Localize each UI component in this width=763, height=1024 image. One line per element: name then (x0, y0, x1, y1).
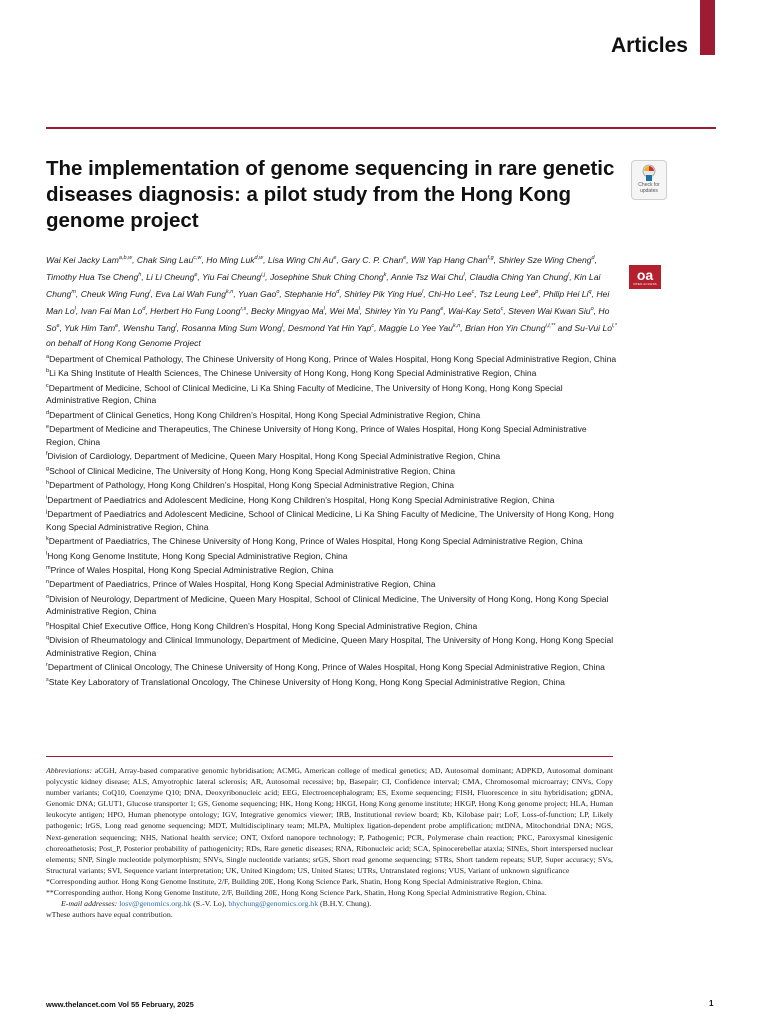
header-accent-bar (700, 0, 715, 55)
section-label: Articles (610, 34, 688, 57)
affiliation-key: l (46, 550, 48, 557)
author-affiliation-marker: l,* (612, 323, 617, 330)
email-link-chung[interactable]: bhychung@genomics.org.hk (228, 899, 319, 909)
affiliation-item (46, 591, 618, 618)
affiliation-text: Department of Chemical Pathology, The Chinese University of Hong Kong, Prince of Wales Hospital, Hong Kong Special Administrative Region, China (49, 353, 617, 364)
author-affiliation-marker: k (383, 272, 387, 279)
author-name: Ho So (46, 306, 610, 334)
affiliation-item (46, 533, 618, 547)
email-link-lo[interactable]: losv@genomics.org.hk (119, 899, 192, 909)
author-affiliation-marker: d,w (254, 255, 264, 261)
email-owner-lo: (S.-V. Lo), (193, 899, 227, 909)
footnotes (46, 765, 613, 920)
author-affiliation-marker: m (71, 289, 76, 296)
affiliation-text: Division of Neurology, Department of Medicine, Queen Mary Hospital, School of Clinical Medicine, The University of Hong Kong, Hong Kong Special Administrative Region, China (46, 593, 609, 617)
check-for-updates-label: Check for updates (638, 182, 660, 194)
author-affiliation-marker: d (591, 255, 595, 261)
affiliation-item (46, 562, 618, 576)
affiliation-text: Division of Cardiology, Department of Medicine, Queen Mary Hospital, Hong Kong Special Administrative Region, China (47, 451, 501, 462)
article-title: The implementation of genome sequencing in rare genetic diseases diagnosis: a pilot study from the Hong Kong genome project (46, 157, 615, 232)
author-affiliation-marker: l (175, 323, 177, 330)
affiliation-item (46, 659, 618, 673)
affiliation-item (46, 492, 618, 506)
author-name: Shirley Yin Yu Pang (364, 306, 441, 317)
affiliation-key: a (46, 354, 50, 360)
affiliation-key: m (46, 565, 51, 572)
corresponding-author-2: **Corresponding author. Hong Kong Genome Institute, 2/F, Building 20E, Hong Kong Science Park, Shatin, Hong Kong Special Administrative Region, China. (46, 888, 547, 898)
affiliation-text: Department of Paediatrics and Adolescent Medicine, School of Clinical Medicine, Li Ka Shing Faculty of Medicine, The University of Hong Kong, Hong Kong Special Administrative Region, China (46, 508, 614, 532)
author-name: Claudia Ching Yan Chung (469, 271, 569, 282)
affiliation-text: Hospital Chief Executive Office, Hong Kong Children’s Hospital, Hong Kong Special Administrative Region, China (49, 620, 478, 631)
open-access-badge (629, 265, 661, 289)
affiliation-list (46, 351, 618, 688)
author-name: Su-Vui Lo (574, 323, 613, 334)
author-affiliation-marker: o (590, 306, 594, 313)
affiliation-key: o (46, 593, 50, 600)
author-name: Annie Tsz Wai Chu (390, 271, 464, 282)
author-affiliation-marker: l (568, 272, 570, 279)
affiliation-key: p (46, 620, 50, 627)
author-name: Gary C. P. Chan (341, 254, 404, 265)
affiliation-key: f (46, 451, 48, 458)
affiliation-text: Division of Rheumatology and Clinical Immunology, Department of Medicine, Queen Mary Hospital, The University of Hong Kong, Hong Kong Special Administrative Region, China (46, 635, 614, 658)
author-name: Yiu Fai Cheung (202, 271, 262, 282)
author-affiliation-marker: c (371, 323, 375, 330)
author-name: Becky Mingyao Ma (251, 306, 324, 317)
author-affiliation-marker: l (74, 306, 76, 313)
affiliation-text: State Key Laboratory of Translational Oncology, The Chinese University of Hong Kong, Hong Kong Special Administrative Region, China (48, 676, 565, 687)
equal-contribution-note: wThese authors have equal contribution. (46, 910, 173, 920)
footnote-divider (46, 756, 613, 757)
check-for-updates-button[interactable] (631, 160, 667, 200)
author-name: Kin Lai Chung (46, 271, 601, 299)
open-access-logo-subtext: OPEN ACCESS (633, 282, 657, 286)
author-affiliation-marker: l (323, 306, 325, 313)
affiliation-text: Department of Medicine and Therapeutics, The Chinese University of Hong Kong, Prince of Wales Hospital, Hong Kong Special Administrative Region, China (46, 424, 587, 447)
author-name: Ivan Fai Man Lo (80, 306, 143, 317)
author-name: Timothy Hua Tse Cheng (46, 271, 139, 282)
affiliation-text: Department of Paediatrics and Adolescent Medicine, Hong Kong Children’s Hospital, Hong Kong Special Administrative Region, China (47, 494, 555, 505)
author-affiliation-marker: p (535, 289, 539, 296)
affiliation-key: j (46, 509, 48, 516)
author-name: Ho Ming Luk (206, 254, 255, 265)
author-affiliation-marker: k,n (225, 289, 234, 296)
affiliation-text: Department of Paediatrics, The Chinese University of Hong Kong, Prince of Wales Hospital, Hong Kong Special Administrative Region, China (48, 536, 583, 546)
affiliation-key: n (46, 579, 50, 586)
authors-group-suffix: on behalf of Hong Kong Genome Project (46, 338, 201, 349)
affiliation-key: d (46, 409, 50, 416)
author-affiliation-marker: a,b,w (118, 255, 133, 261)
author-name: Josephine Shuk Ching Chong (269, 271, 384, 282)
affiliation-key: i (46, 494, 48, 501)
author-name: Desmond Yat Hin Yap (287, 323, 372, 334)
author-affiliation-marker: e (440, 306, 444, 313)
author-name: Shirley Sze Wing Cheng (498, 254, 592, 265)
author-name: Wai-Kay Seto (448, 306, 501, 317)
author-affiliation-marker: l (422, 289, 424, 296)
author-affiliation-marker: d (336, 289, 340, 296)
affiliation-key: h (46, 480, 50, 487)
affiliation-key: c (46, 382, 49, 389)
email-owner-chung: (B.H.Y. Chung). (320, 899, 372, 909)
affiliation-text: Hong Kong Genome Institute, Hong Kong Special Administrative Region, China (47, 550, 348, 561)
header-divider (46, 127, 716, 129)
author-affiliation-marker: l (358, 306, 360, 313)
abbreviations-paragraph (46, 765, 613, 876)
author-name: Stephanie Ho (284, 288, 337, 299)
affiliation-item (46, 618, 618, 632)
affiliation-text: Department of Paediatrics, Prince of Wales Hospital, Hong Kong Special Administrative Region, China (49, 579, 436, 590)
author-name: Cheuk Wing Fung (80, 288, 150, 299)
author-name: Herbert Ho Fung Loong (150, 306, 241, 317)
author-affiliation-marker: i,l,** (545, 323, 556, 330)
author-name: Hei Man Lo (46, 288, 610, 317)
author-affiliation-marker: e (194, 272, 198, 279)
author-name: Wai Kei Jacky Lam (46, 254, 119, 265)
author-affiliation-marker: l (463, 272, 465, 279)
author-affiliation-marker: c (471, 289, 475, 296)
author-name: Yuk Him Tam (64, 323, 116, 334)
author-affiliation-marker: l (281, 323, 284, 330)
affiliation-item (46, 380, 618, 407)
affiliation-key: r (46, 662, 48, 669)
affiliation-item (46, 448, 618, 462)
author-affiliation-marker: e (333, 255, 337, 261)
abbreviations-label: Abbreviations: (46, 766, 93, 775)
author-name: Shirley Pik Ying Hue (344, 288, 423, 299)
author-name: Wei Ma (329, 306, 359, 317)
journal-citation: www.thelancet.com Vol 55 February, 2025 (46, 1000, 194, 1009)
author-affiliation-marker: i (149, 289, 151, 296)
author-affiliation-marker: i,j (261, 272, 266, 279)
author-name: Will Yap Hang Chan (411, 254, 488, 265)
author-affiliation-marker: o (276, 289, 280, 296)
affiliation-text: Department of Clinical Oncology, The Chinese University of Hong Kong, Prince of Wales Hospital, Hong Kong Special Administrative Region, China (47, 662, 605, 673)
affiliation-key: k (46, 536, 49, 543)
author-name: Rosanna Ming Sum Wong (181, 323, 282, 334)
page-number: 1 (709, 999, 714, 1008)
affiliation-item (46, 477, 618, 491)
open-access-logo-text: oa (636, 267, 654, 283)
affiliation-key: b (46, 368, 50, 375)
author-name: Eva Lai Wah Fung (155, 288, 226, 299)
author-name: Li Li Cheung (146, 271, 195, 282)
affiliation-item (46, 365, 618, 379)
affiliation-item (46, 421, 618, 448)
author-name: Steven Wai Kwan Siu (508, 306, 591, 317)
author-affiliation-marker: e (56, 323, 60, 330)
affiliation-text: Prince of Wales Hospital, Hong Kong Special Administrative Region, China (50, 564, 334, 575)
affiliation-item (46, 548, 618, 562)
author-name: Chak Sing Lau (136, 254, 194, 265)
author-affiliation-marker: f,g (487, 255, 494, 261)
affiliation-key: g (46, 465, 50, 472)
affiliation-text: Department of Clinical Genetics, Hong Kong Children’s Hospital, Hong Kong Special Administrative Region, China (49, 409, 481, 420)
author-name: Wenshu Tang (122, 323, 176, 334)
author-affiliation-marker: d (142, 306, 146, 313)
affiliation-key: s (46, 676, 49, 683)
affiliation-text: Li Ka Shing Institute of Health Sciences, The Chinese University of Hong Kong, Hong Kong Special Administrative Region, China (49, 368, 537, 379)
affiliation-text: School of Clinical Medicine, The University of Hong Kong, Hong Kong Special Administrative Region, China (49, 465, 456, 476)
affiliation-item (46, 463, 618, 477)
affiliation-item (46, 632, 618, 659)
crossmark-icon (641, 164, 657, 182)
author-affiliation-marker: h (138, 272, 142, 279)
affiliation-key: e (46, 424, 50, 431)
email-line (46, 898, 613, 909)
affiliation-item (46, 576, 618, 590)
affiliation-item (46, 674, 618, 688)
author-name: Maggie Lo Yee Yau (378, 323, 453, 334)
author-name: Yuan Gao (237, 288, 277, 299)
author-name: Lisa Wing Chi Au (267, 254, 334, 265)
author-affiliation-marker: c,w (193, 255, 202, 261)
author-name: Chi-Ho Lee (428, 288, 472, 299)
abbreviations-text: aCGH, Array-based comparative genomic hybridisation; ACMG, American college of medical genetics; AD, Autosomal dominant; ADPKD, Autosomal dominant polycystic kidney disease; ALS, Amyotrophic lateral sclerosis; AR, Autosomal recessive; bp, Basepair; CI, Confidence interval; CMA, Chromosomal microarray; CNVs, Copy number variants; CoQ10, Coenzyme Q10; DNA, Deoxyribonucleic acid; EEG, Electroencephalogram; ES, Exome sequencing; FISH, Fluorescence in situ hybridisation; gDNA, Genomic DNA; GLUT1, Glucose transporter 1; GS, Genome sequencing; HK, Hong Kong; HKGI, Hong Kong genome institute; HKGP, Hong Kong genome project; HLA, Human leukocyte antigen; HPO, Human phenotype ontology; IGV, Integrative genomics viewer; IRB, Institutional review board; Kb, Kilobase pair; LoF, Loss-of-function; LP, Likely pathogenic; lrGS, Long read genome sequencing; MDT, Multidisciplinary team; MLPA, Multiplex ligation-dependent probe amplification; mtDNA, Mitochondrial DNA; NGS, Next-generation sequencing; NHS, National health service; ONT, Oxford nanopore technology; P, Pathogenic; PCR, Polymerase chain reaction; PKC, Paroxysmal kinesigenic choreoathetosis; Post_P, Posterior probability of pathogenicity; RDs, Rare genetic diseases; RNA, Ribonucleic acid; SCA, Spinocerebellar ataxia; SINEs, Short interspersed nuclear elements; SNP, Single nucleotide polymorphism; SNVs, Single nucleotide variants; srGS, Short read genome sequencing; STRs, Short tandem repeats; SUP, Super accuracy; SVs, Structural variants; SVI, Sequence variant interpretation; UK, United Kingdom; US, United States; UTRs, Untranslated regions; VUS, Variant of unknown significance (46, 766, 613, 875)
affiliation-item (46, 351, 618, 365)
affiliation-text: Department of Medicine, School of Clinical Medicine, Li Ka Shing Faculty of Medicine, The University of Hong Kong, Hong Kong Special Administrative Region, China (46, 382, 563, 406)
author-name: Brian Hon Yin Chung (465, 323, 546, 334)
author-name: Philip Hei Li (543, 288, 589, 299)
author-affiliation-marker: q (588, 289, 592, 296)
author-affiliation-marker: r,s (240, 306, 247, 313)
author-affiliation-marker: e (115, 323, 119, 330)
affiliation-item (46, 506, 618, 533)
email-label: E-mail addresses: (61, 899, 118, 909)
affiliation-key: q (46, 635, 50, 642)
author-list: Wai Kei Jacky Lam$^{a,b,w}$, Chak Sing Lau$^{c,w}$, Ho Ming Luk$^{d,w}$, Lisa Wing Chi Au$^e$, Gary C. P. Chan$^e$, Will Yap Hang Chan$^{f,g}$, Shirley Sze Wing Cheng$^d$, Timothy Hua Tse Cheng$^h$, Li Li Cheung$^e$, Yiu Fai Cheung$^{i,j}$, Josephine Shuk Ching Chong$^k$, Annie Tsz Wai Chu$^l$, Claudia Ching Yan Chung$^l$, Kin Lai Chung$^m$, Cheuk Wing Fung$^i$, Eva Lai Wah Fung$^{k,n}$, Yuan Gao$^o$, Stephanie Ho$^d$, Shirley Pik Ying Hue$^l$, Chi-Ho Lee$^c$, Tsz Leung Lee$^p$, Philip Hei Li$^q$, Hei Man Lo$^l$, Ivan Fai Man Lo$^d$, Herbert Ho Fung Loong$^{r,s}$, Becky Mingyao Ma$^l$, Wei Ma$^l$, Shirley Yin Yu Pang$^e$, Wai-Kay Seto$^c$, Steven Wai Kwan Siu$^o$, Ho So$^e$, Yuk Him Tam$^e$, Wenshu Tang$^l$, Rosanna Ming Sum Wong$^l$, Desmond Yat Hin Yap$^c$, Maggie Lo Yee Yau$^{k,n}$, Brian Hon Yin Chung$^{i,l,**}$ and Su-Vui $Lo^{l,*}$ on behalf of Hong Kong Genome Project (46, 254, 617, 349)
author-name: Tsz Leung Lee (479, 288, 536, 299)
corresponding-author-1: *Corresponding author. Hong Kong Genome Institute, 2/F, Building 20E, Hong Kong Science Park, Shatin, Hong Kong Special Administrative Region, China. (46, 876, 543, 886)
affiliation-item (46, 407, 618, 421)
author-affiliation-marker: e (403, 255, 407, 261)
author-affiliation-marker: k,n (452, 323, 461, 330)
author-affiliation-marker: c (500, 306, 504, 313)
affiliation-text: Department of Pathology, Hong Kong Children’s Hospital, Hong Kong Special Administrative Region, China (49, 480, 455, 491)
